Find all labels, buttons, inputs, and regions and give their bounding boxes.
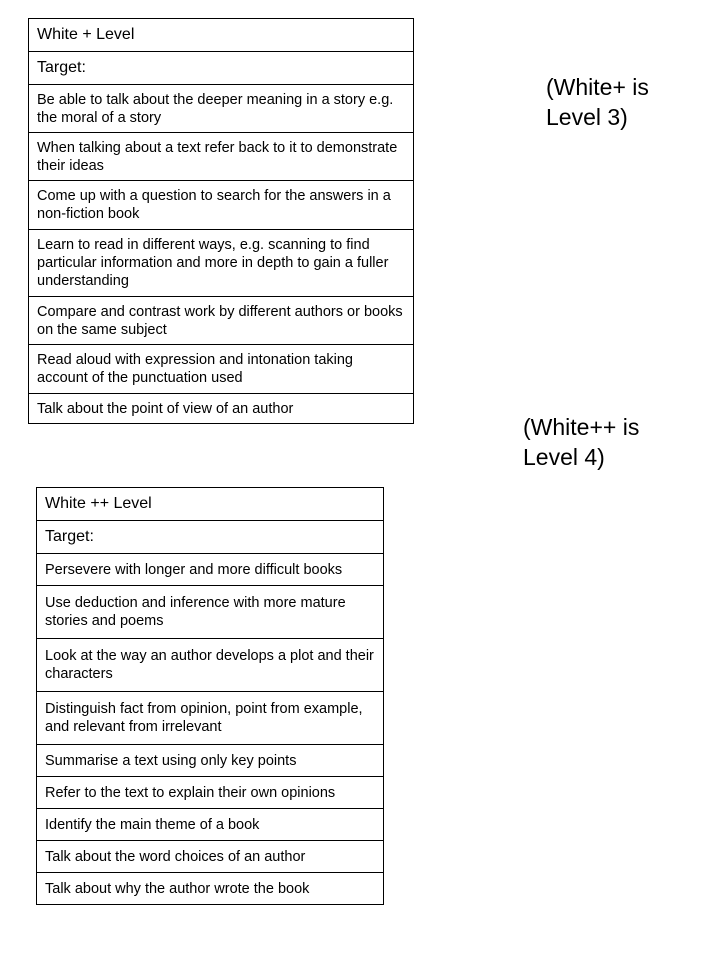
table-row [37,554,384,586]
table-row [37,745,384,777]
target-item: Distinguish fact from opinion, point from example, and relevant from irrelevant [37,692,384,745]
white-plus-plus-target-table [36,487,384,905]
target-label: Target: [37,521,384,554]
target-item: Talk about why the author wrote the book [37,873,384,905]
target-item: Read aloud with expression and intonation taking account of the punctuation used [29,345,414,394]
target-item: Compare and contrast work by different authors or books on the same subject [29,297,414,345]
target-item: Identify the main theme of a book [37,809,384,841]
target-item: When talking about a text refer back to it to demonstrate their ideas [29,133,414,181]
table-row [29,133,414,181]
table-title: White ++ Level [37,488,384,521]
target-label: Target: [29,52,414,85]
target-item: Look at the way an author develops a plot and their characters [37,639,384,692]
table-title: White + Level [29,19,414,52]
table-row [29,345,414,394]
target-item: Persevere with longer and more difficult books [37,554,384,586]
table-row [37,777,384,809]
table-row [37,521,384,554]
table-row [37,586,384,639]
target-item: Talk about the point of view of an author [29,394,414,424]
target-item: Talk about the word choices of an author [37,841,384,873]
table-row [29,394,414,424]
table-row [29,297,414,345]
table-row [37,488,384,521]
level-note-white-plus: (White+ is Level 3) [546,74,649,130]
table-row [37,873,384,905]
table-row [37,809,384,841]
white-plus-target-table [28,18,414,424]
table-row [29,230,414,297]
target-item: Use deduction and inference with more mature stories and poems [37,586,384,639]
table-row [29,19,414,52]
table-row [37,841,384,873]
target-item: Summarise a text using only key points [37,745,384,777]
table-row [29,85,414,133]
table-row [29,52,414,85]
table-row [37,639,384,692]
table-row [37,692,384,745]
level-note-white-plus-plus: (White++ is Level 4) [523,414,640,470]
target-item: Come up with a question to search for the answers in a non-fiction book [29,181,414,230]
target-item: Refer to the text to explain their own opinions [37,777,384,809]
table-row [29,181,414,230]
target-item: Learn to read in different ways, e.g. scanning to find particular information and more in depth to gain a fuller understanding [29,230,414,297]
target-item: Be able to talk about the deeper meaning in a story e.g. the moral of a story [29,85,414,133]
